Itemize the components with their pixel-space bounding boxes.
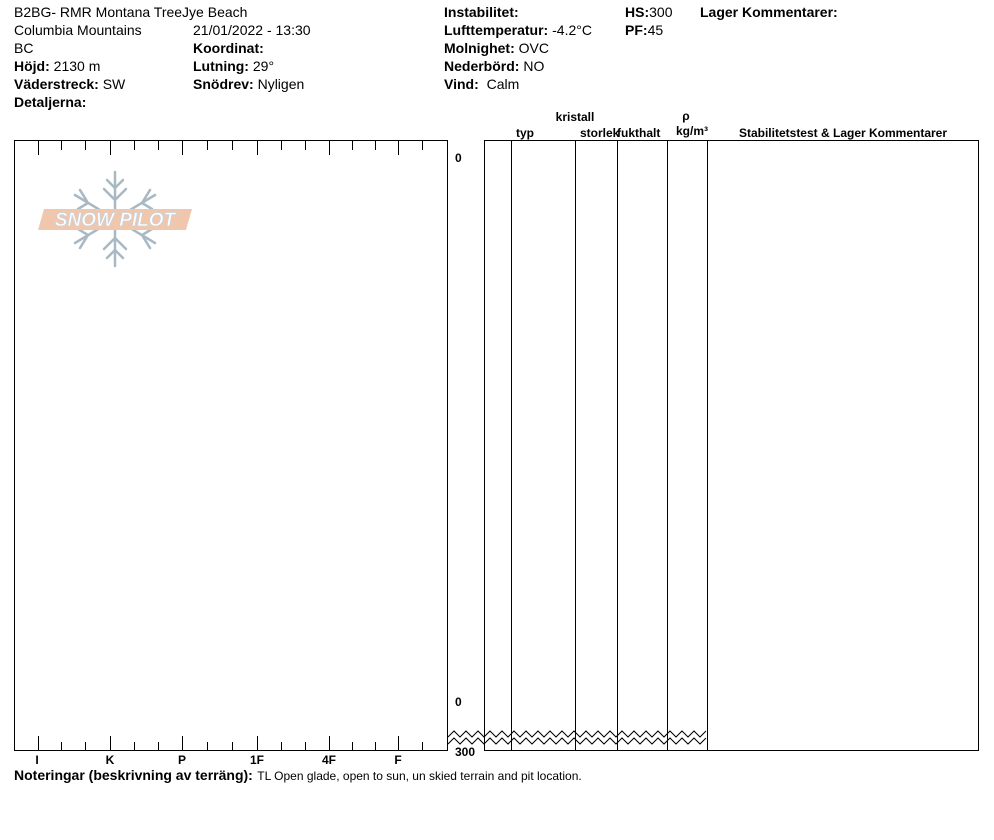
mountain-range: Columbia Mountains bbox=[14, 22, 142, 38]
header-moisture: fukthalt bbox=[617, 126, 661, 140]
sky-value: OVC bbox=[518, 40, 549, 56]
hardness-label-p: P bbox=[177, 753, 187, 767]
header-density-unit: kg/m³ bbox=[675, 124, 709, 138]
sky-label: Molnighet: bbox=[444, 40, 515, 56]
hardness-top-ticks bbox=[39, 140, 423, 155]
wind-label: Vind: bbox=[444, 76, 479, 92]
slope-label: Lutning: bbox=[193, 58, 249, 74]
header-crystal: kristall bbox=[555, 110, 595, 124]
terrain-notes-label: Noteringar (beskrivning av terräng): bbox=[14, 767, 253, 783]
layer-table-column-dividers bbox=[512, 140, 708, 750]
region: BC bbox=[14, 40, 34, 56]
precip-label: Nederbörd: bbox=[444, 58, 520, 74]
terrain-notes bbox=[14, 767, 582, 785]
pf-value: 45 bbox=[647, 22, 664, 38]
slope-value: 29° bbox=[252, 58, 275, 74]
elevation-label: Höjd: bbox=[14, 58, 50, 74]
wind-value: Calm bbox=[486, 76, 520, 92]
hardness-graph-frame bbox=[15, 141, 448, 751]
hs-label: HS: bbox=[625, 4, 650, 20]
hardness-bottom-ticks bbox=[39, 736, 423, 750]
pit-title: B2BG- RMR Montana TreeJye Beach bbox=[14, 4, 248, 20]
hs-value: 300 bbox=[649, 4, 673, 20]
hardness-label-k: K bbox=[105, 753, 115, 767]
hardness-label-1f: 1F bbox=[249, 753, 265, 767]
aspect-label: Väderstreck: bbox=[14, 76, 99, 92]
details-label: Detaljerna: bbox=[14, 94, 87, 110]
layer-table-frame bbox=[485, 141, 979, 751]
header-stability: Stabilitetstest & Lager Kommentarer bbox=[738, 126, 948, 140]
observation-datetime: 21/01/2022 - 13:30 bbox=[193, 22, 311, 38]
hardness-label-4f: 4F bbox=[321, 753, 337, 767]
airtemp-value: -4.2°C bbox=[552, 22, 592, 38]
elevation-value: 2130 m bbox=[53, 58, 101, 74]
coordinate-label: Koordinat: bbox=[193, 40, 264, 56]
snow-pilot-logo bbox=[38, 172, 192, 266]
drift-label: Snödrev: bbox=[193, 76, 254, 92]
instability-label: Instabilitet: bbox=[444, 4, 519, 20]
hardness-label-i: I bbox=[35, 753, 39, 767]
drift-value: Nyligen bbox=[257, 76, 305, 92]
header-size: storlek bbox=[580, 126, 620, 140]
header-rho: ρ bbox=[682, 109, 690, 123]
logo-text: SNOW PILOT bbox=[54, 210, 176, 231]
pf-label: PF: bbox=[625, 22, 648, 38]
precip-value: NO bbox=[523, 58, 545, 74]
layer-comments-label: Lager Kommentarer: bbox=[700, 4, 838, 20]
depth-top-label: 0 bbox=[455, 151, 462, 165]
aspect-value: SW bbox=[102, 76, 126, 92]
hardness-label-f: F bbox=[394, 753, 402, 767]
airtemp-label: Lufttemperatur: bbox=[444, 22, 549, 38]
depth-zero-label: 0 bbox=[455, 695, 462, 709]
terrain-notes-text: TL Open glade, open to sun, un skied terrain and pit location. bbox=[257, 769, 582, 783]
depth-bottom-label: 300 bbox=[455, 745, 476, 759]
header-type: typ bbox=[516, 126, 534, 140]
